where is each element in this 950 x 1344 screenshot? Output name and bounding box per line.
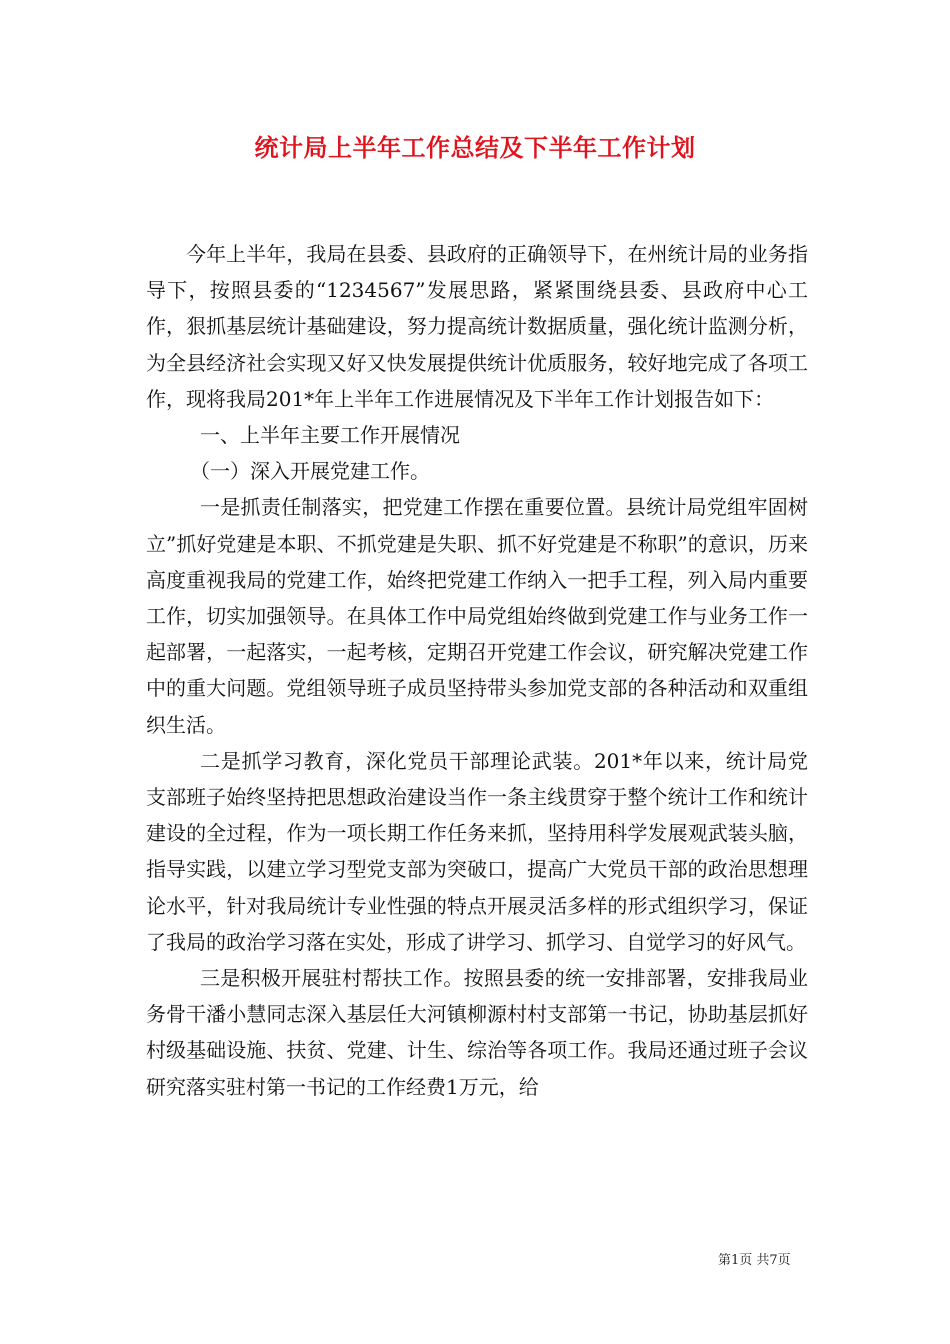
section-heading: 一、上半年主要工作开展情况 (200, 423, 460, 448)
paragraph-point-1: 一是抓责任制落实，把党建工作摆在重要位置。县统计局党组牢固树立”抓好党建是本职、不抓党建是失职、抓不好党建是不称职”的意识，历来高度重视我局的党建工作，始终把党建工作纳入一把手工程，列入局内重要工作，切实加强领导。在具体工作中局党组始终做到党建工作与业务工作一起部署，一起落实，一起考核，定期召开党建工作会议，研究解决党建工作中的重大问题。党组领导班子成员坚持带头参加党支部的各种活动和双重组织生活。 (146, 495, 808, 737)
document-title: 统计局上半年工作总结及下半年工作计划 (254, 134, 696, 162)
paragraph-point-2: 二是抓学习教育，深化党员干部理论武装。201*年以来，统计局党支部班子始终坚持把思想政治建设当作一条主线贯穿于整个统计工作和统计建设的全过程，作为一项长期工作任务来抓，坚持用科学发展观武装头脑，指导实践，以建立学习型党支部为突破口，提高广大党员干部的政治思想理论水平，针对我局统计专业性强的特点开展灵活多样的形式组织学习，保证了我局的政治学习落在实处，形成了讲学习、抓学习、自觉学习的好风气。 (146, 748, 808, 954)
page-number: 第1页 共7页 (718, 1253, 791, 1268)
paragraph-point-3: 三是积极开展驻村帮扶工作。按照县委的统一安排部署，安排我局业务骨干潘小慧同志深入基层任大河镇柳源村村支部第一书记，协助基层抓好村级基础设施、扶贫、党建、计生、综治等各项工作。我局还通过班子会议研究落实驻村第一书记的工作经费1万元，给 (146, 966, 808, 1099)
document-body (146, 236, 808, 1105)
subsection-heading: （一）深入开展党建工作。 (190, 459, 430, 484)
paragraph-intro: 今年上半年，我局在县委、县政府的正确领导下，在州统计局的业务指导下，按照县委的“1234567”发展思路，紧紧围绕县委、县政府中心工作，狠抓基层统计基础建设，努力提高统计数据质量，强化统计监测分析，为全县经济社会实现又好又快发展提供统计优质服务，较好地完成了各项工作，现将我局201*年上半年工作进展情况及下半年工作计划报告如下： (146, 242, 808, 411)
